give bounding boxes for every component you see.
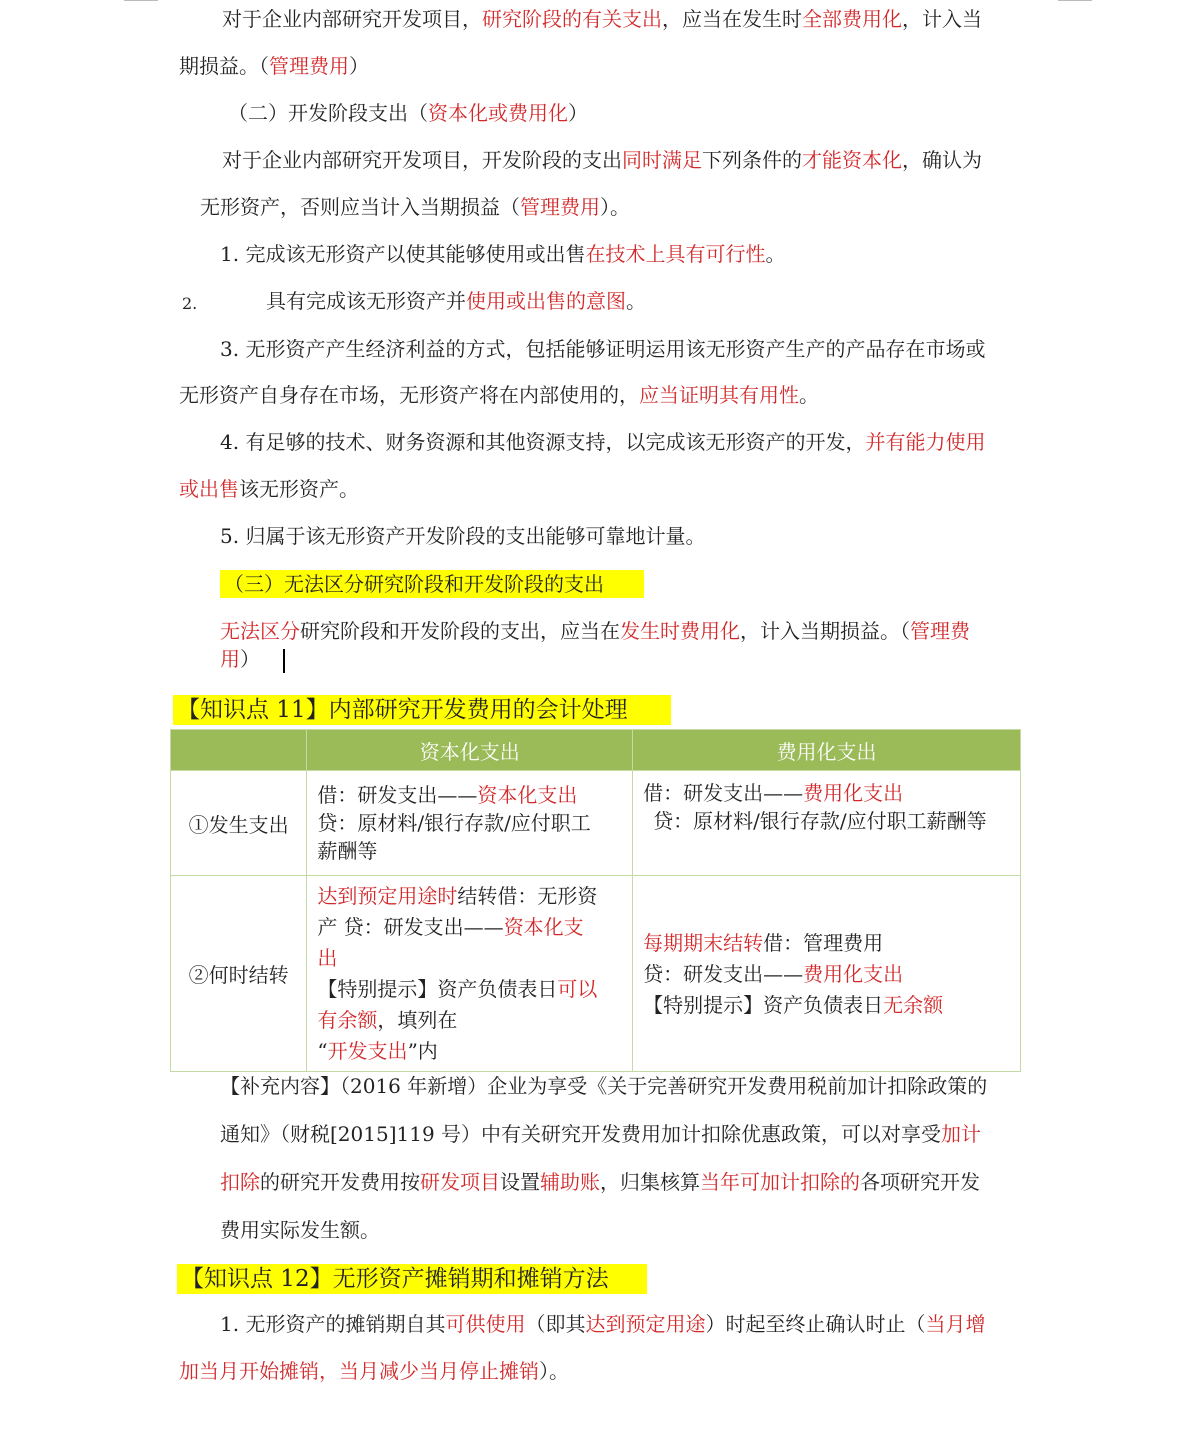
text: 薪酬等 [317,839,378,863]
text: 3. 无形资产产生经济利益的方式，包括能够证明运用该无形资产生产的产品存在市场或 [220,337,986,361]
text: 借：管理费用 [763,930,884,955]
condition-5 [220,522,705,550]
text-red: 当月增 [925,1312,986,1336]
text-red: 并有能力使用 [865,430,986,454]
text: 借：研发支出—— [643,781,804,805]
paragraph-undistinguishable-cont [220,645,260,673]
text-red: 无法区分 [220,619,300,643]
text-red: 资本化支 [503,915,584,939]
text: ，应当在发生时 [662,7,802,31]
text: 贷：原材料/银行存款/应付职工薪酬等 [653,809,987,833]
text-red: 费用化支出 [803,781,904,805]
text-red: 管理费用 [269,54,349,78]
text-red: 开发支出 [327,1039,408,1063]
paragraph-research-stage [222,5,982,33]
text-red: 使用或出售的意图 [466,289,626,313]
cell-capitalized-occurrence [307,771,633,876]
text: 贷：研发支出—— [643,961,804,986]
text: 对于企业内部研究开发项目， [222,7,482,31]
text: 无形资产，否则应当计入当期损益（ [200,195,520,219]
text: 期损益。（ [179,54,269,78]
text-red: 在技术上具有可行性 [585,242,766,266]
condition-2-number: 2. [182,294,198,313]
condition-1 [220,240,785,268]
section-heading-development [228,99,588,127]
cell-expensed-transfer [633,876,1021,1072]
section-heading-undistinguishable [220,570,644,598]
text: 通知》（财税[2015]119 号）中有关研究开发费用加计扣除优惠政策，可以对享受 [220,1122,942,1146]
text: ，确认为 [902,148,982,172]
condition-4 [220,428,985,456]
text: 贷：原材料/银行存款/应付职工 [317,811,591,835]
text: 费用实际发生额。 [220,1218,380,1242]
text-red: 资本化或费用化 [428,101,568,125]
text-red: 达到预定用途 [585,1312,706,1336]
row-label-occurrence: ①发生支出 [171,771,307,876]
table-row [171,771,1021,876]
table-header-row [171,730,1021,771]
text: 【补充内容】（2016 年新增）企业为享受《关于完善研究开发费用税前加计扣除政策的 [220,1074,988,1098]
text: ）时起至终止确认时止（ [705,1312,926,1336]
text-red: 全部费用化 [802,7,902,31]
supplement-line-3 [220,1168,980,1196]
amortization-line-1 [220,1310,985,1338]
text: ） [568,101,588,125]
table-header-capitalized: 资本化支出 [307,730,633,771]
text-red: 加计 [941,1122,982,1146]
text: 。 [765,242,786,266]
paragraph-development-stage-cont [200,193,630,221]
text-red: 达到预定用途时 [317,884,458,908]
condition-3-cont [179,381,819,409]
paragraph-research-stage-cont [179,52,369,80]
text: 具有完成该无形资产并 [266,289,466,313]
text: 【特别提示】资产负债表日 [643,992,884,1017]
text: ，归集核算 [600,1170,700,1194]
supplement-line-4 [220,1216,380,1244]
text-red: 费用化支出 [803,961,904,986]
text: 各项研究开发 [860,1170,980,1194]
text: 【特别提示】资产负债表日 [317,977,558,1001]
text-red: 无余额 [883,992,944,1017]
text: 对于企业内部研究开发项目，开发阶段的支出 [222,148,622,172]
table-header-empty [171,730,307,771]
knowledge-point-11-heading [173,695,671,725]
text: 。 [799,383,819,407]
text-red: 有余额 [317,1008,378,1032]
text-red: 当年可加计扣除的 [700,1170,860,1194]
amortization-line-1-cont [179,1357,569,1385]
knowledge-point-12-heading [177,1264,647,1294]
text: （二）开发阶段支出（ [228,101,428,125]
text: ） [240,647,260,671]
text-red: 研究阶段的有关支出 [482,7,662,31]
text-red: 可供使用 [445,1312,526,1336]
table-header-expensed: 费用化支出 [633,730,1021,771]
condition-3 [220,335,985,363]
text: 结转借：无形资 [457,884,598,908]
text-red: 可以 [557,977,598,1001]
text: （三）无法区分研究阶段和开发阶段的支出 [224,572,604,596]
table-row [171,876,1021,1072]
text-red: 每期期末结转 [643,930,764,955]
text: 1. 完成该无形资产以使其能够使用或出售 [220,242,586,266]
text: 。 [626,289,646,313]
text-red: 发生时费用化 [620,619,740,643]
text-red: 管理费 [910,619,970,643]
accounting-treatment-table [170,729,1021,1072]
text-red: 辅助账 [540,1170,600,1194]
text: 1. 无形资产的摊销期自其 [220,1312,446,1336]
text: 设置 [500,1170,540,1194]
text-red: 管理费用 [520,195,600,219]
cell-expensed-occurrence [633,771,1021,876]
text: ） [349,54,369,78]
text: ，计入当期损益。（ [740,619,910,643]
text: 5. 归属于该无形资产开发阶段的支出能够可靠地计量。 [220,524,706,548]
text: 借：研发支出—— [317,783,478,807]
text: 【知识点 12】无形资产摊销期和摊销方法 [181,1266,609,1292]
text: 【知识点 11】内部研究开发费用的会计处理 [177,697,628,723]
paragraph-undistinguishable [220,617,970,645]
supplement-line-1 [220,1072,987,1100]
paragraph-development-stage [222,146,982,174]
page-corner-mark [124,0,158,1]
text: ，计入当 [902,7,982,31]
condition-4-cont [179,475,359,503]
text: 无形资产自身存在市场，无形资产将在内部使用的， [179,383,639,407]
text: 下列条件的 [702,148,802,172]
text: 产 贷：研发支出—— [317,915,504,939]
supplement-line-2 [220,1120,981,1148]
text: ）。 [600,195,630,219]
text-red: 加当月开始摊销，当月减少当月停止摊销 [179,1359,539,1383]
condition-2 [266,287,646,315]
text-red: 才能资本化 [802,148,902,172]
text: ”内 [407,1039,438,1063]
text: 研究阶段和开发阶段的支出，应当在 [300,619,620,643]
row-label-transfer: ②何时结转 [171,876,307,1072]
text-red: 应当证明其有用性 [639,383,799,407]
page-corner-mark [1058,0,1092,1]
text-red: 扣除 [220,1170,260,1194]
text: 该无形资产。 [239,477,359,501]
text: （即其 [525,1312,586,1336]
text-cursor [283,649,285,673]
text: “ [317,1039,328,1063]
cell-capitalized-transfer [307,876,633,1072]
text-red: 资本化支出 [477,783,578,807]
text: 4. 有足够的技术、财务资源和其他资源支持，以完成该无形资产的开发， [220,430,866,454]
text-red: 同时满足 [622,148,702,172]
text-red: 研发项目 [420,1170,500,1194]
text: ，填列在 [377,1008,458,1032]
text-red: 用 [220,647,240,671]
text-red: 出 [317,946,338,970]
text: 的研究开发费用按 [260,1170,420,1194]
text-red: 或出售 [179,477,239,501]
text: ）。 [539,1359,569,1383]
